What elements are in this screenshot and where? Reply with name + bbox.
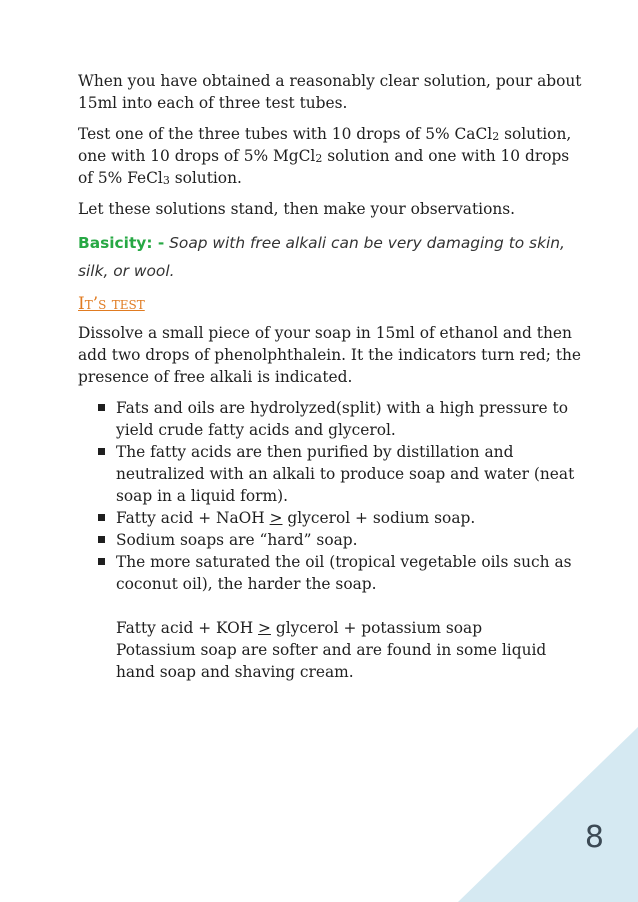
page-content [78,70,588,683]
paragraph-test-tubes [78,123,588,189]
subscript: 3 [162,174,170,187]
subscript: 2 [492,130,500,143]
paragraph-intro: When you have obtained a reasonably clear solution, pour about 15ml into each of three test tubes. [78,72,582,112]
bullet-list [78,397,588,595]
list-item [116,551,588,595]
basicity-label: Basicity: - [78,234,165,252]
text-part: solution. [169,169,242,187]
potassium-soap-block [78,617,588,683]
arrow-symbol: > [258,619,271,637]
list-item-text: The fatty acids are then purified by distillation and neutralized with an alkali to produce soap and water (neat soap in a liquid form). [116,443,575,505]
subscript: 2 [315,152,323,165]
text-part: solution and one with 10 drops of 5% FeCl [78,147,570,187]
paragraph-test-method: Dissolve a small piece of your soap in 15ml of ethanol and then add two drops of phenolphthalein. It the indicators turn red; the presence of free alkali is indicated. [78,324,582,386]
text-part: Fatty acid + KOH [116,619,259,637]
text-part: solution, one with 10 drops of 5% MgCl [78,125,572,165]
section-heading: It’s test [78,294,145,314]
square-bullet-icon [98,448,105,455]
page-number: 8 [584,820,604,855]
text-part: glycerol + potassium soap [270,619,483,637]
text-part: Test one of the three tubes with 10 drops of 5% CaCl [78,125,493,143]
arrow-symbol: > [269,509,283,527]
list-item [116,529,588,551]
corner-decoration [458,727,638,902]
paragraph-observe: Let these solutions stand, then make your observations. [78,200,516,218]
list-item [116,397,588,441]
list-item [116,507,588,529]
list-item-text: Sodium soaps are “hard” soap. [116,531,358,549]
list-item-text: The more saturated the oil (tropical vegetable oils such as coconut oil), the harder the soap. [116,553,572,593]
square-bullet-icon [98,404,105,411]
basicity-paragraph [78,229,588,285]
square-bullet-icon [98,558,105,565]
square-bullet-icon [98,536,105,543]
list-item [116,441,588,507]
equation-line [116,617,588,639]
list-item-text: Fats and oils are hydrolyzed(split) with a high pressure to yield crude fatty acids and glycerol. [116,399,568,439]
square-bullet-icon [98,514,105,521]
basicity-text: Soap with free alkali can be very damaging to skin, silk, or wool. [78,234,565,280]
list-item-text: glycerol + sodium soap. [282,509,476,527]
list-item-text: Fatty acid + NaOH [116,509,270,527]
potassium-soap-text: Potassium soap are softer and are found in some liquid hand soap and shaving cream. [116,641,547,681]
